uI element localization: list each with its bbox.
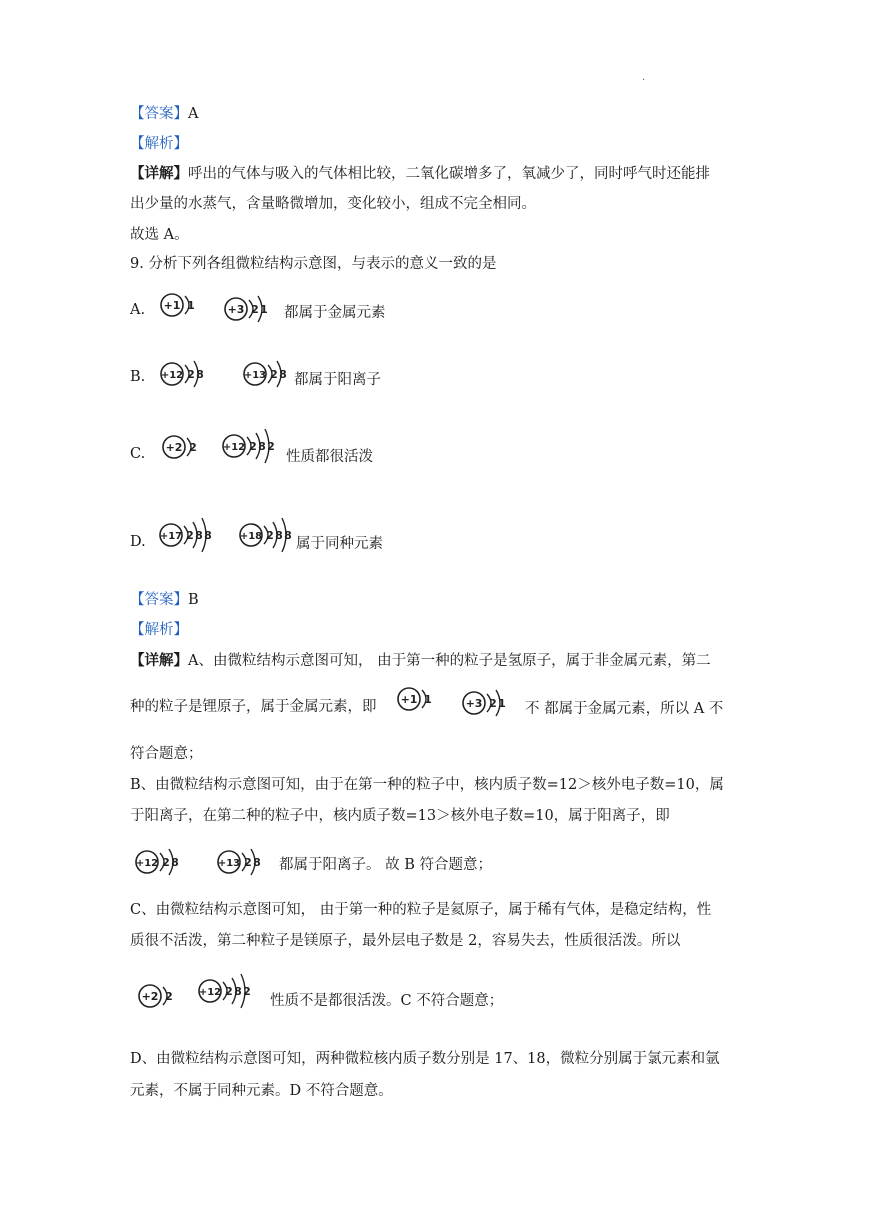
atom-diagram-inline-a2 [460, 686, 513, 720]
option-a-letter: A. [130, 302, 146, 318]
detail-1-line-1 [130, 164, 710, 184]
answer-label: 【答案】 [130, 106, 188, 122]
detail-b-line-2: 于阳离子，在第二种的粒子中，核内质子数=13＞核外电子数=10，属于阳离子，即 [130, 808, 670, 824]
atom-diagram-a1 [158, 292, 202, 318]
option-c-letter: C. [130, 446, 146, 462]
electron-count: 1 [260, 303, 268, 316]
electron-count: 2 [489, 697, 497, 710]
atom-svg [133, 845, 186, 879]
atom-svg [215, 845, 268, 879]
detail-label: 【详解】 [130, 165, 188, 182]
atom-svg [158, 357, 211, 391]
nucleus-charge: +1 [163, 299, 181, 312]
page-mark: . [642, 72, 646, 83]
electron-count: 1 [498, 697, 506, 710]
electron-count: 2 [243, 985, 251, 998]
electron-count: 2 [186, 529, 194, 542]
atom-svg [395, 686, 439, 712]
answer-value: B [188, 592, 199, 608]
electron-count: 2 [251, 303, 259, 316]
nucleus-charge: +2 [141, 990, 159, 1003]
detail-c-line-3: 性质不是都很活泼。C 不符合题意； [270, 993, 504, 1009]
electron-count: 8 [195, 529, 203, 542]
electron-count: 8 [284, 529, 292, 542]
detail-text: A、由微粒结构示意图可知， 由于第一种的粒子是氢原子，属于非金属元素，第二 [188, 653, 711, 669]
detail-1-line-2: 出少量的水蒸气，含量略微增加，变化较小，组成不完全相同。 [130, 196, 536, 212]
electron-count: 2 [270, 368, 278, 381]
electron-count: 2 [225, 985, 233, 998]
detail-2-line-3: 符合题意； [130, 746, 203, 762]
analysis-label-1: 【解析】 [130, 136, 188, 152]
electron-count: 2 [162, 856, 170, 869]
detail-c-line-2: 质很不活泼，第二种粒子是镁原子，最外层电子数是 2，容易失去，性质很活泼。所以 [130, 933, 681, 949]
detail-d-line-2: 元素，不属于同种元素。D 不符合题意。 [130, 1083, 393, 1099]
atom-svg [460, 686, 513, 720]
option-c-text: 性质都很活泼 [286, 449, 373, 465]
answer-line-2 [130, 590, 199, 610]
electron-count: 1 [424, 693, 432, 706]
detail-d-line-1: D、由微粒结构示意图可知，两种微粒核内质子数分别是 17、18，微粒分别属于氯元素和氩 [130, 1051, 720, 1067]
answer-line-1 [130, 104, 198, 124]
nucleus-charge: +17 [159, 531, 183, 542]
question-9: 9. 分析下列各组微粒结构示意图，与表示的意义一致的是 [130, 256, 497, 272]
electron-count: 2 [249, 440, 257, 453]
electron-count: 2 [267, 440, 275, 453]
detail-2-line-2b: 不 都属于金属元素，所以 A 不 [525, 701, 724, 717]
electron-count: 8 [171, 856, 179, 869]
electron-count: 8 [275, 529, 283, 542]
electron-count: 8 [234, 985, 242, 998]
answer-label: 【答案】 [130, 592, 188, 608]
electron-count: 8 [258, 440, 266, 453]
atom-svg [220, 425, 282, 467]
nucleus-charge: +18 [239, 531, 263, 542]
electron-count: 8 [279, 368, 287, 381]
atom-svg [222, 292, 275, 326]
detail-text: 呼出的气体与吸入的气体相比较，二氧化碳增多了，氧减少了，同时呼气时还能排 [188, 166, 710, 182]
atom-diagram-b2 [241, 357, 294, 391]
nucleus-charge: +12 [135, 858, 159, 869]
electron-count: 8 [204, 529, 212, 542]
nucleus-charge: +3 [227, 303, 245, 316]
atom-diagram-d1 [157, 514, 219, 556]
detail-b-line-1: B、由微粒结构示意图可知，由于在第一种的粒子中，核内质子数=12＞核外电子数=10，属 [130, 777, 724, 793]
nucleus-charge: +12 [198, 987, 222, 998]
detail-label: 【详解】 [130, 652, 188, 669]
nucleus-charge: +12 [160, 370, 184, 381]
analysis-label-2: 【解析】 [130, 622, 188, 638]
electron-count: 2 [266, 529, 274, 542]
nucleus-charge: +2 [165, 441, 183, 454]
detail-c-line-1: C、由微粒结构示意图可知， 由于第一种的粒子是氦原子，属于稀有气体，是稳定结构，性 [130, 902, 712, 918]
atom-diagram-d2 [237, 514, 299, 556]
option-d-text: 属于同种元素 [296, 536, 383, 552]
nucleus-charge: +3 [465, 697, 483, 710]
atom-svg [136, 983, 180, 1009]
atom-diagram-c1 [160, 434, 204, 460]
atom-svg [196, 970, 258, 1012]
atom-diagram-inline-c1 [136, 983, 180, 1009]
electron-count: 2 [187, 368, 195, 381]
detail-2-line-2a: 种的粒子是锂原子，属于金属元素，即 [130, 699, 377, 715]
nucleus-charge: +13 [243, 370, 267, 381]
atom-svg [158, 292, 202, 318]
answer-value: A [188, 106, 199, 122]
atom-svg [237, 514, 299, 556]
electron-count: 2 [165, 990, 173, 1003]
nucleus-charge: +12 [222, 442, 246, 453]
atom-diagram-inline-b1 [133, 845, 186, 879]
choose-line-1: 故选 A。 [130, 227, 189, 243]
electron-count: 1 [187, 299, 195, 312]
atom-svg [160, 434, 204, 460]
detail-2-line-1 [130, 651, 711, 671]
electron-count: 8 [253, 856, 261, 869]
electron-count: 8 [196, 368, 204, 381]
electron-count: 2 [189, 441, 197, 454]
atom-diagram-inline-b2 [215, 845, 268, 879]
atom-svg [157, 514, 219, 556]
electron-count: 2 [244, 856, 252, 869]
atom-diagram-inline-a1 [395, 686, 439, 712]
option-b-letter: B. [130, 369, 146, 385]
atom-svg [241, 357, 294, 391]
option-a-text: 都属于金属元素 [284, 305, 386, 321]
atom-diagram-c2 [220, 425, 282, 467]
option-d-letter: D. [130, 534, 146, 550]
atom-diagram-a2 [222, 292, 275, 326]
atom-diagram-inline-c2 [196, 970, 258, 1012]
atom-diagram-b1 [158, 357, 211, 391]
nucleus-charge: +13 [217, 858, 241, 869]
option-b-text: 都属于阳离子 [294, 372, 381, 388]
nucleus-charge: +1 [400, 693, 418, 706]
detail-b-line-3: 都属于阳离子。 故 B 符合题意； [279, 857, 492, 873]
